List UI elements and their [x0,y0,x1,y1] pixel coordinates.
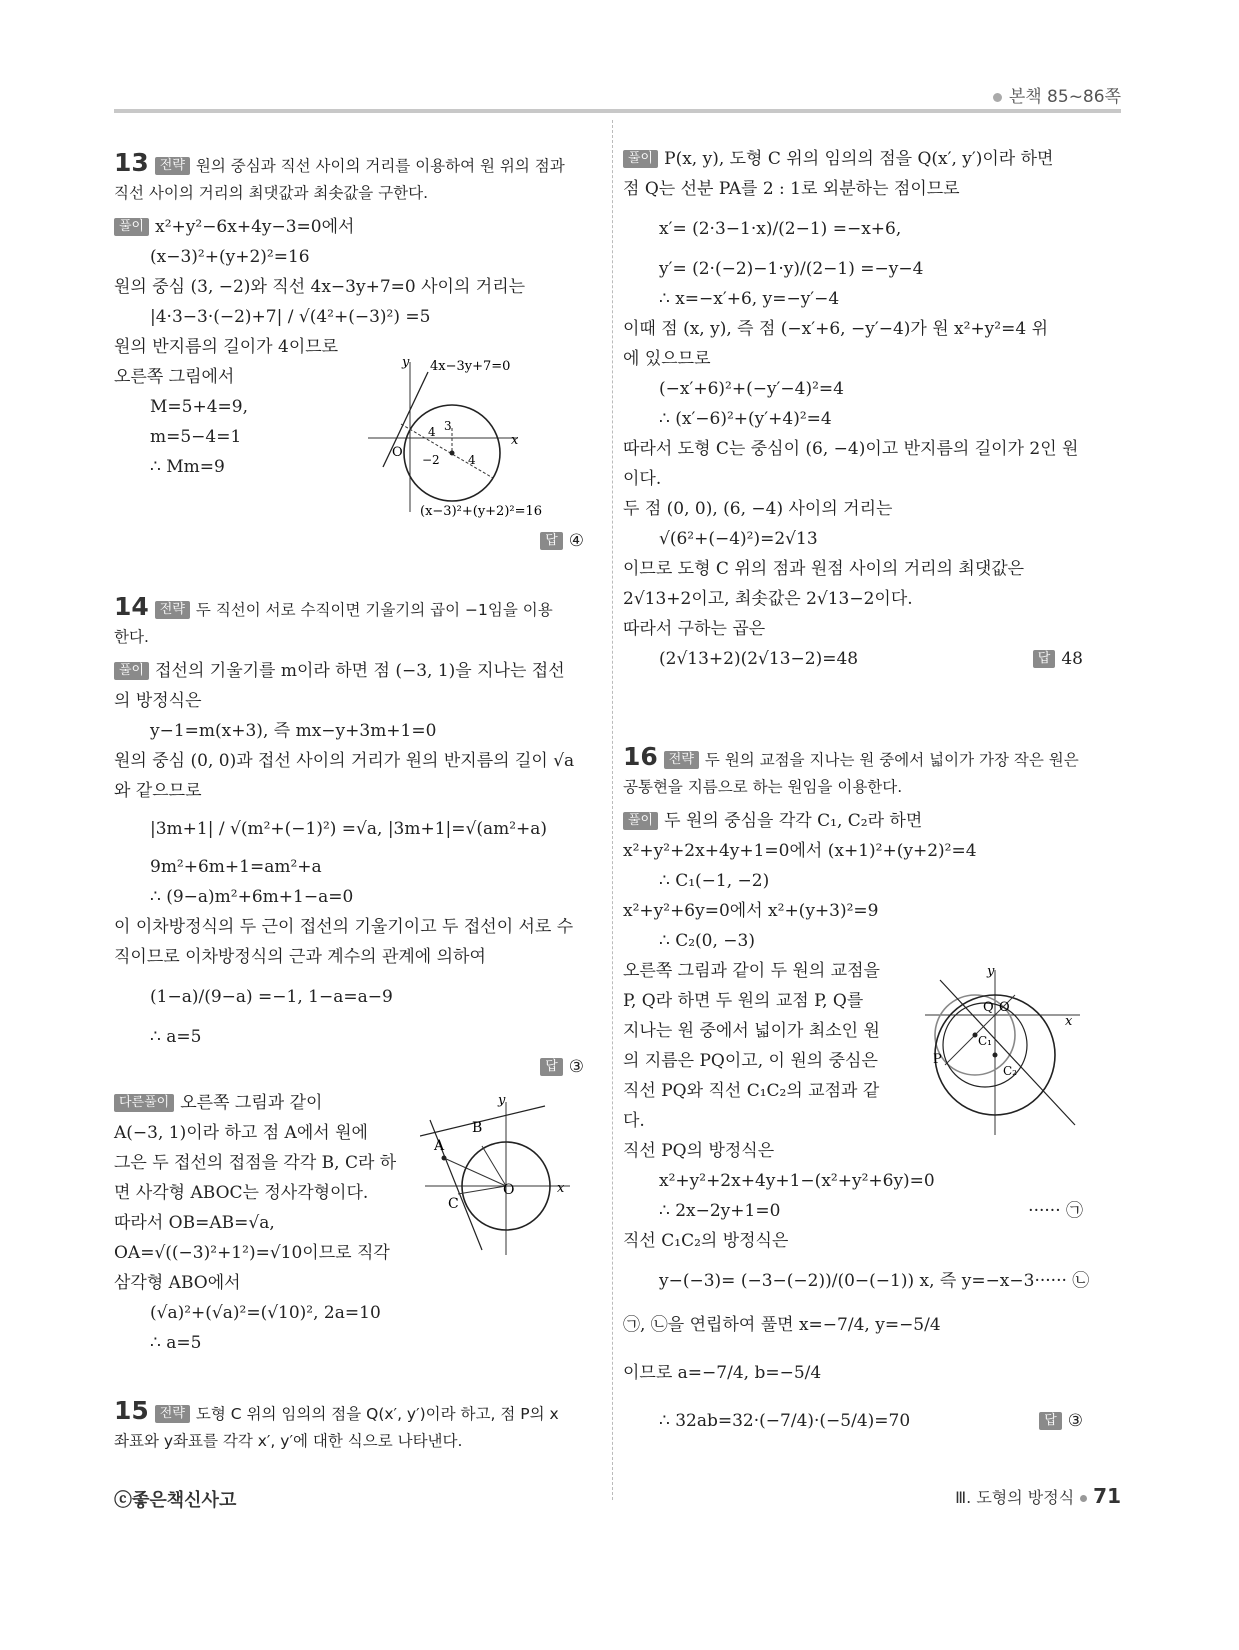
point-label: C₁ [978,1034,992,1048]
problem-number: 16 [623,742,658,771]
solution-line: ∴ (9−a)m²+6m+1−a=0 [150,887,354,907]
chapter-title: Ⅲ. 도형의 방정식 [955,1488,1075,1507]
point-label: Q [983,1000,994,1015]
equation-marker: ······ ㉡ [1034,1271,1090,1291]
solution-line: P, Q라 하면 두 원의 교점 P, Q를 [623,991,864,1011]
solution-line: 오른쪽 그림과 같이 [180,1093,323,1113]
solution-line: 따라서 OB=AB=√a, [114,1213,275,1233]
origin-label: O [503,1182,515,1198]
solution-line: x′= (2·3−1·x)/(2−1) =−x+6, [659,219,902,239]
solution-line: 2√13+2이고, 최솟값은 2√13−2이다. [623,589,913,609]
solution-line: x²+y²−6x+4y−3=0에서 [155,217,355,237]
solution-line: ∴ (x′−6)²+(y′+4)²=4 [659,409,832,429]
page-reference: 본책 85~86쪽 [993,82,1121,107]
point-label: A [434,1138,445,1154]
strategy-text: 좌표와 y좌표를 각각 x′, y′에 대한 식으로 나타낸다. [114,1432,463,1450]
page-footer [955,1484,1121,1508]
answer-tag: 답 [1033,650,1056,668]
solution-tag: 풀이 [623,150,658,168]
origin-label: O [999,1000,1010,1015]
figure-14 [420,1090,580,1264]
answer-tag: 답 [540,532,563,550]
point-label: C [448,1196,459,1212]
figure-13 [368,352,578,526]
header-rule [114,109,1121,113]
solution-line: 직선 PQ와 직선 C₁C₂의 교점과 같 [623,1081,880,1101]
solution-line: 원의 중심 (0, 0)과 접선 사이의 거리가 원의 반지름의 길이 √a [114,751,575,771]
problem-number: 14 [114,592,149,621]
problem-15-solution [623,144,1083,674]
answer-value: ③ [568,1057,584,1077]
solution-line: (1−a)/(9−a) =−1, 1−a=a−9 [150,987,393,1007]
solution-line: 오른쪽 그림과 같이 두 원의 교점을 [623,961,880,981]
equation-marker: ······ ㉠ [1028,1201,1083,1221]
solution-line: OA=√((−3)²+1²)=√10이므로 직각 [114,1243,390,1263]
solution-tag: 풀이 [114,218,149,236]
solution-line: y′= (2·(−2)−1·y)/(2−1) =−y−4 [659,259,924,279]
strategy-text: 원의 중심과 직선 사이의 거리를 이용하여 원 위의 점과 [195,157,565,175]
strategy-text: 두 원의 교점을 지나는 원 중에서 넓이가 가장 작은 원은 [704,751,1079,769]
solution-line: (−x′+6)²+(−y′−4)²=4 [659,379,844,399]
solution-line: 두 원의 중심을 각각 C₁, C₂라 하면 [664,811,923,831]
strategy-tag: 전략 [155,601,190,619]
solution-line: ∴ C₁(−1, −2) [659,871,770,891]
solution-line: 면 사각형 ABOC는 정사각형이다. [114,1183,369,1203]
solution-line: ∴ x=−x′+6, y=−y′−4 [659,289,840,309]
column-divider [612,120,613,1500]
solution-line: 에 있으므로 [623,349,711,369]
solution-line: ∴ 32ab=32·(−7/4)·(−5/4)=70 [659,1411,911,1431]
problem-number: 13 [114,148,149,177]
y-axis-label: y [987,965,995,979]
solution-line: 원의 반지름의 길이가 4이므로 [114,337,339,357]
solution-line: (x−3)²+(y+2)²=16 [150,247,310,267]
solution-line: 와 같으므로 [114,781,202,801]
solution-line: 이므로 a=−7/4, b=−5/4 [623,1363,822,1383]
solution-line: 점 Q는 선분 PA를 2 : 1로 외분하는 점이므로 [623,179,960,199]
solution-line: 따라서 구하는 곱은 [623,619,766,639]
strategy-text: 도형 C 위의 임의의 점을 Q(x′, y′)이라 하고, 점 P의 x [195,1405,559,1423]
strategy-text: 직선 사이의 거리의 최댓값과 최솟값을 구한다. [114,184,429,202]
x-axis-label: x [557,1181,565,1196]
solution-line: 이므로 도형 C 위의 점과 원점 사이의 거리의 최댓값은 [623,559,1025,579]
solution-line: (√a)²+(√a)²=(√10)², 2a=10 [150,1303,381,1323]
solution-line: ∴ a=5 [150,1333,202,1353]
answer-tag: 답 [1039,1412,1062,1430]
solution-line: 이때 점 (x, y), 즉 점 (−x′+6, −y′−4)가 원 x²+y²=4 위 [623,319,1048,339]
solution-line: 그은 두 접선의 접점을 각각 B, C라 하 [114,1153,397,1173]
solution-line: ∴ a=5 [150,1027,202,1047]
strategy-text: 두 직선이 서로 수직이면 기울기의 곱이 −1임을 이용 [195,601,553,619]
solution-line: 지나는 원 중에서 넓이가 최소인 원 [623,1021,880,1041]
solution-line: 직선 PQ의 방정식은 [623,1141,775,1161]
answer-value: ④ [568,531,584,551]
solution-line: x²+y²+6y=0에서 x²+(y+3)²=9 [623,901,879,921]
solution-line: √(6²+(−4)²)=2√13 [659,529,818,549]
solution-tag: 풀이 [114,662,149,680]
solution-line: m=5−4=1 [150,427,242,447]
length-label: 4 [428,425,436,439]
point-label: B [472,1120,483,1136]
solution-line: 원의 중심 (3, −2)와 직선 4x−3y+7=0 사이의 거리는 [114,277,526,297]
solution-line: ㉠, ㉡을 연립하여 풀면 x=−7/4, y=−5/4 [623,1315,941,1335]
length-label: 4 [468,453,476,467]
strategy-tag: 전략 [664,751,699,769]
tangent-line [420,1106,545,1136]
y-axis-label: y [402,355,410,370]
publisher-logo: ⓒ좋은책신사고 [114,1490,237,1511]
strategy-tag: 전략 [155,157,190,175]
y-axis-label: y [498,1093,506,1108]
solution-line: y−(−3)= (−3−(−2))/(0−(−1)) x, 즉 y=−x−3 [659,1271,1035,1291]
x-axis-label: x [1065,1014,1073,1029]
x-axis-label: x [511,433,519,448]
answer-value: ③ [1067,1411,1083,1431]
figure-16 [915,965,1095,1144]
circle-label: (x−3)²+(y+2)²=16 [420,504,543,519]
problem-number: 15 [114,1396,149,1425]
solution-line: x²+y²+2x+4y+1−(x²+y²+6y)=0 [659,1171,935,1191]
origin-label: O [392,445,403,460]
solution-line: |3m+1| / √(m²+(−1)²) =√a, |3m+1|=√(am²+a) [150,819,548,839]
strategy-tag: 전략 [155,1405,190,1423]
solution-line: 다. [623,1111,645,1131]
solution-line: x²+y²+2x+4y+1=0에서 (x+1)²+(y+2)²=4 [623,841,977,861]
solution-line: A(−3, 1)이라 하고 점 A에서 원에 [114,1123,368,1143]
length-label: 3 [444,419,452,433]
line-label: 4x−3y+7=0 [430,359,511,374]
solution-line: ∴ 2x−2y+1=0 [659,1201,781,1221]
solution-line: 삼각형 ABO에서 [114,1273,241,1293]
solution-line: |4·3−3·(−2)+7| / √(4²+(−3)²) =5 [150,307,431,327]
point-label: P [933,1052,942,1067]
page-number: 71 [1093,1484,1121,1508]
solution-line: 9m²+6m+1=am²+a [150,857,322,877]
solution-line: 의 방정식은 [114,691,202,711]
solution-line: 오른쪽 그림에서 [114,367,235,387]
answer-tag: 답 [540,1058,563,1076]
solution-line: 접선의 기울기를 m이라 하면 점 (−3, 1)을 지나는 접선 [155,661,565,681]
solution-line: P(x, y), 도형 C 위의 임의의 점을 Q(x′, y′)이라 하면 [664,149,1054,169]
solution-line: 의 지름은 PQ이고, 이 원의 중심은 [623,1051,878,1071]
solution-line: 따라서 도형 C는 중심이 (6, −4)이고 반지름의 길이가 2인 원 [623,439,1079,459]
solution-line: 직선 C₁C₂의 방정식은 [623,1231,789,1251]
solution-line: y−1=m(x+3), 즉 mx−y+3m+1=0 [150,721,437,741]
length-label: −2 [422,453,440,467]
solution-line: ∴ Mm=9 [150,457,225,477]
solution-line: 이 이차방정식의 두 근이 접선의 기울기이고 두 접선이 서로 수 [114,917,574,937]
point-label: C₂ [1003,1064,1017,1078]
solution-tag: 풀이 [623,812,658,830]
strategy-text: 한다. [114,628,149,646]
solution-line: 이다. [623,469,662,489]
strategy-text: 공통현을 지름으로 하는 원임을 이용한다. [623,778,903,796]
solution-line: 직이므로 이차방정식의 근과 계수의 관계에 의하여 [114,947,486,967]
solution-line: (2√13+2)(2√13−2)=48 [659,649,859,669]
answer-value: 48 [1061,649,1083,669]
problem-15-header [114,1396,584,1456]
solution-line: 두 점 (0, 0), (6, −4) 사이의 거리는 [623,499,893,519]
alt-solution-tag: 다른풀이 [114,1094,174,1112]
solution-line: ∴ C₂(0, −3) [659,931,755,951]
solution-line: M=5+4=9, [150,397,248,417]
